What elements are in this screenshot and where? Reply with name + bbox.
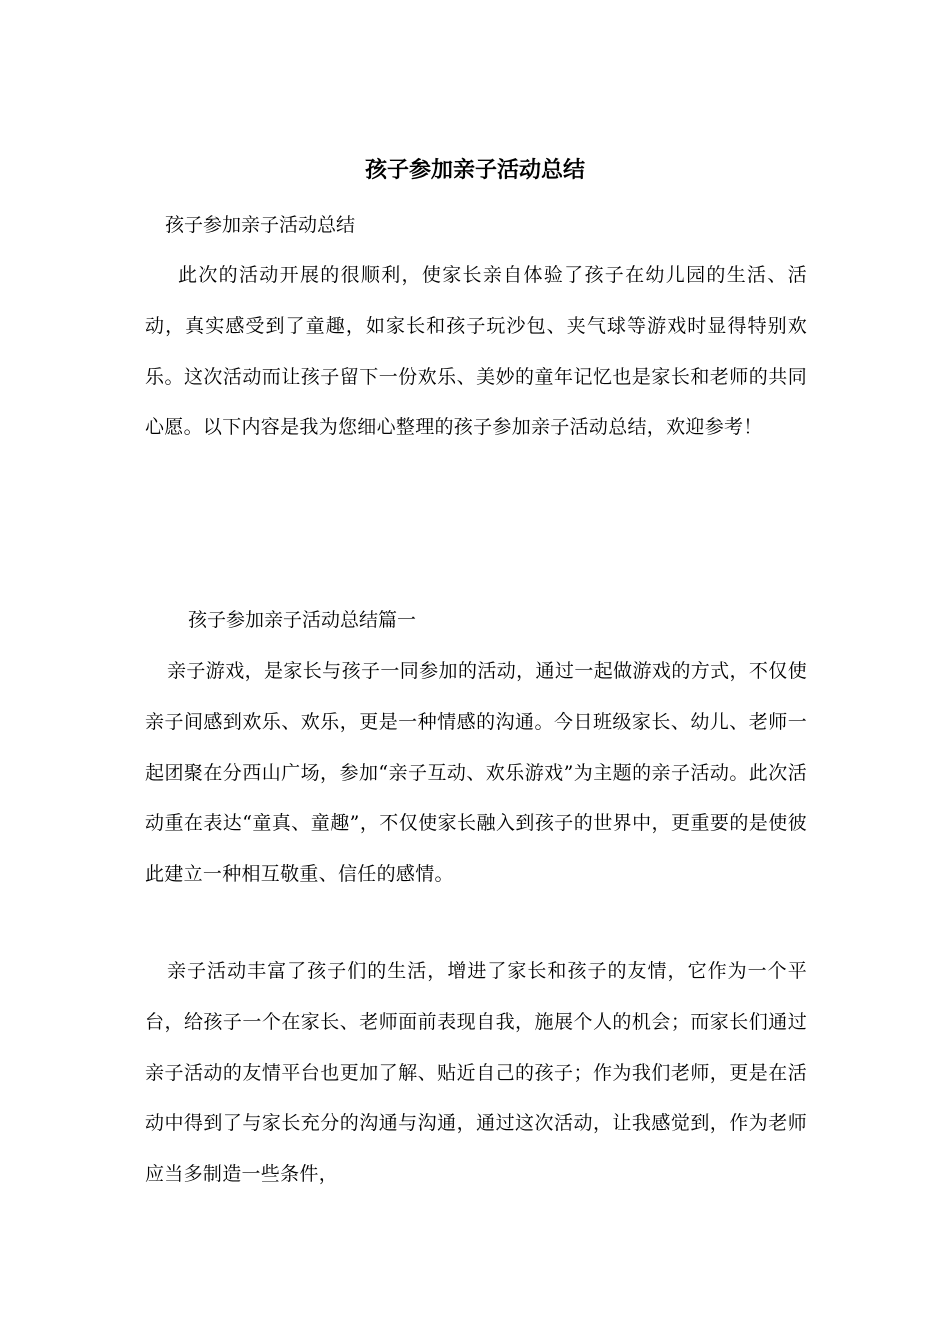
document-subtitle: 孩子参加亲子活动总结 [165, 214, 356, 236]
intro-paragraph: 此次的活动开展的很顺利，使家长亲自体验了孩子在幼儿园的生活、活动，真实感受到了童趣，如家长和孩子玩沙包、夹气球等游戏时显得特别欢乐。这次活动而让孩子留下一份欢乐、美妙的童年记忆也是家长和老师的共同心愿。以下内容是我为您细心整理的孩子参加亲子活动总结，欢迎参考！ [145, 264, 807, 439]
body-paragraph: 亲子活动丰富了孩子们的生活，增进了家长和孩子的友情，它作为一个平台，给孩子一个在家长、老师面前表现自我，施展个人的机会；而家长们通过亲子活动的友情平台也更加了解、贴近自己的孩子；作为我们老师，更是在活动中得到了与家长充分的沟通与沟通，通过这次活动，让我感觉到，作为老师应当多制造一些条件， [145, 960, 807, 1186]
body-paragraph: 亲子游戏，是家长与孩子一同参加的活动，通过一起做游戏的方式，不仅使亲子间感到欢乐、欢乐，更是一种情感的沟通。今日班级家长、幼儿、老师一起团聚在分西山广场，参加“亲子互动、欢乐游戏”为主题的亲子活动。此次活动重在表达“童真、童趣”，不仅使家长融入到孩子的世界中，更重要的是使彼此建立一种相互敬重、信任的感情。 [145, 660, 807, 886]
document-title: 孩子参加亲子活动总结 [364, 157, 585, 183]
section-heading: 孩子参加亲子活动总结篇一 [188, 609, 417, 631]
